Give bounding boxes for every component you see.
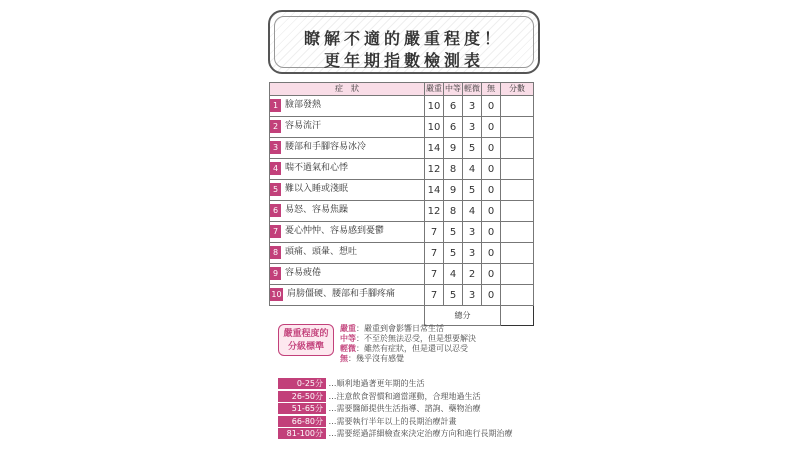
none-value: 0 [482,159,501,180]
mild-value: 2 [463,264,482,285]
symptom-cell [270,180,425,201]
mild-value: 3 [463,222,482,243]
criteria-text: ：雖然有症狀，但是還可以忍受 [356,344,468,353]
row-number-badge: 7 [270,225,281,238]
title-line-2: 更年期指數檢測表 [323,51,484,70]
none-value: 0 [482,264,501,285]
range-row [278,391,513,404]
severity-criteria-label [278,324,334,356]
range-desc: …需要經過詳細檢查來決定治療方向和進行長期治療 [328,429,513,438]
medium-value: 5 [444,243,463,264]
mild-value: 5 [463,138,482,159]
title-line-1: 瞭解不適的嚴重程度！ [303,29,504,48]
score-ranges [278,378,513,441]
table-row [270,285,534,306]
mild-value: 3 [463,243,482,264]
mild-value: 4 [463,159,482,180]
table-row [270,180,534,201]
range-badge: 51-65分 [278,403,326,414]
none-value: 0 [482,222,501,243]
header-severe: 嚴重 [425,83,444,96]
none-value: 0 [482,117,501,138]
criteria-item [340,324,476,334]
medium-value: 8 [444,159,463,180]
row-number-badge: 1 [270,99,281,112]
severe-value: 14 [425,138,444,159]
criteria-item [340,354,476,364]
header-none: 無 [482,83,501,96]
mild-value: 3 [463,117,482,138]
range-badge: 66-80分 [278,416,326,427]
severe-value: 7 [425,264,444,285]
symptom-label: 容易疲倦 [285,268,322,278]
medium-value: 9 [444,180,463,201]
row-number-badge: 4 [270,162,281,175]
header-score: 分數 [501,83,534,96]
symptom-cell [270,264,425,285]
severe-value: 14 [425,180,444,201]
symptom-label: 易怒、容易焦躁 [285,205,349,215]
criteria-item [340,344,476,354]
severe-value: 12 [425,201,444,222]
score-input-cell[interactable] [501,96,534,117]
table-row [270,201,534,222]
table-row [270,96,534,117]
medium-value: 9 [444,138,463,159]
severe-value: 7 [425,243,444,264]
criteria-key: 中等 [340,334,356,343]
criteria-label-line-1: 嚴重程度的 [283,329,329,339]
criteria-key: 輕微 [340,344,356,353]
table-row [270,222,534,243]
symptom-label: 難以入睡或淺眠 [285,184,349,194]
score-input-cell[interactable] [501,264,534,285]
score-input-cell[interactable] [501,180,534,201]
title-box [268,10,540,74]
symptom-cell [270,243,425,264]
table-row [270,159,534,180]
symptom-cell [270,201,425,222]
medium-value: 5 [444,285,463,306]
range-badge: 26-50分 [278,391,326,402]
mild-value: 4 [463,201,482,222]
criteria-label-line-2: 分級標準 [287,342,324,352]
range-badge: 81-100分 [278,428,326,439]
symptom-label: 頭痛、頭暈、想吐 [285,247,358,257]
symptom-label: 憂心忡忡、容易感到憂鬱 [285,226,385,236]
total-score-cell[interactable] [501,306,534,326]
total-row [270,306,534,326]
range-badge: 0-25分 [278,378,326,389]
total-spacer [270,306,425,326]
medium-value: 6 [444,117,463,138]
criteria-key: 無 [340,354,348,363]
symptom-cell [270,117,425,138]
severe-value: 10 [425,96,444,117]
row-number-badge: 10 [271,290,282,299]
score-input-cell[interactable] [501,285,534,306]
header-symptom: 症 狀 [270,83,425,96]
criteria-text: ：不至於無法忍受，但是想要解決 [356,334,476,343]
table-row [270,138,534,159]
symptom-table [269,82,534,326]
range-desc: …順利地過著更年期的生活 [328,379,425,388]
range-desc: …需要執行半年以上的長期治療計畫 [328,416,457,426]
range-desc: …注意飲食習慣和適當運動，合理地過生活 [328,391,481,401]
mild-value: 5 [463,180,482,201]
score-input-cell[interactable] [501,159,534,180]
row-number-badge: 6 [270,204,281,217]
medium-value: 4 [444,264,463,285]
score-input-cell[interactable] [501,222,534,243]
row-number-badge: 9 [270,267,281,280]
criteria-text: ：幾乎沒有感覺 [348,354,404,363]
table-row [270,243,534,264]
symptom-label: 容易流汗 [285,121,322,131]
score-input-cell[interactable] [501,201,534,222]
criteria-key: 嚴重 [340,324,356,333]
mild-value: 3 [463,285,482,306]
none-value: 0 [482,285,501,306]
none-value: 0 [482,138,501,159]
mild-value: 3 [463,96,482,117]
symptom-cell [270,159,425,180]
symptom-cell [270,138,425,159]
table-header-row [270,83,534,96]
symptom-label: 喘不過氣和心悸 [285,163,349,173]
none-value: 0 [482,243,501,264]
medium-value: 5 [444,222,463,243]
header-mild: 輕微 [463,83,482,96]
range-row [278,428,513,441]
medium-value: 6 [444,96,463,117]
criteria-text: ：嚴重到會影響日常生活 [356,324,444,333]
symptom-cell [270,96,425,117]
header-medium: 中等 [444,83,463,96]
severe-value: 10 [425,117,444,138]
row-number-badge: 5 [270,183,281,196]
score-input-cell[interactable] [501,243,534,264]
severe-value: 7 [425,222,444,243]
none-value: 0 [482,96,501,117]
symptom-label: 肩膀僵硬、腰部和手腳疼痛 [287,289,396,299]
severe-value: 12 [425,159,444,180]
symptom-label: 臉部發熱 [285,100,322,110]
symptom-label: 腰部和手腳容易冰冷 [285,142,367,152]
row-number-badge: 3 [270,141,281,154]
range-row [278,378,513,391]
table-row [270,264,534,285]
symptom-cell [270,222,425,243]
medium-value: 8 [444,201,463,222]
range-row [278,416,513,429]
none-value: 0 [482,180,501,201]
table-row [270,117,534,138]
row-number-badge: 2 [270,120,281,133]
severe-value: 7 [425,285,444,306]
row-number-badge: 8 [270,246,281,259]
score-input-cell[interactable] [501,138,534,159]
symptom-cell [270,285,425,306]
range-row [278,403,513,416]
total-label: 總分 [425,306,501,326]
range-desc: …需要醫師提供生活指導、諮詢、藥物治療 [328,404,481,413]
criteria-item [340,334,476,344]
none-value: 0 [482,201,501,222]
score-input-cell[interactable] [501,117,534,138]
criteria-list [340,324,476,364]
